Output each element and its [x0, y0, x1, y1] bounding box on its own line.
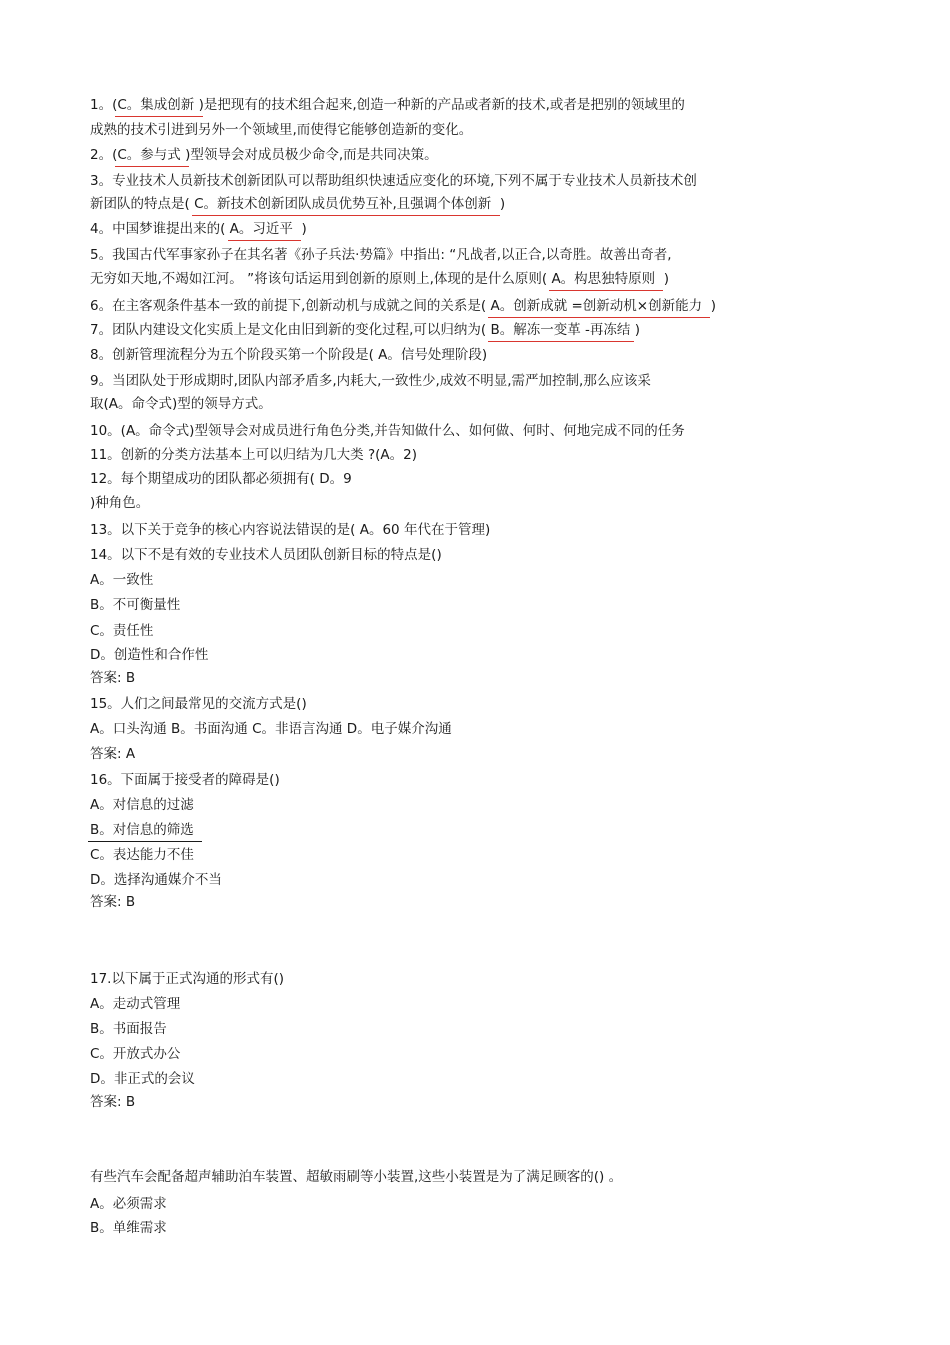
q17-option-d: D。非正式的会议 [90, 1071, 195, 1087]
q2-line: 2。(C。参与式 )型领导会对成员极少命令,而是共同决策。 [90, 147, 438, 163]
q16-option-a: A。对信息的过滤 [90, 797, 194, 813]
q1-answer: C。集成创新 [117, 97, 199, 113]
q15-options: A。口头沟通 B。书面沟通 C。非语言沟通 D。电子媒介沟通 [90, 721, 452, 737]
q15-question: 15。人们之间最常见的交流方式是() [90, 696, 307, 712]
q5-answer: A。构思独特原则 [551, 271, 660, 287]
q3-line2: 新团队的特点是( C。新技术创新团队成员优势互补,且强调个体创新 ) [90, 196, 506, 212]
q14-option-d: D。创造性和合作性 [90, 647, 209, 663]
q15-answer: 答案: A [90, 746, 136, 762]
q6-line: 6。在主客观条件基本一致的前提下,创新动机与成就之间的关系是( A。创新成就 =创新动机×创新能力 ) [90, 298, 716, 314]
q18-option-b: B。单维需求 [90, 1220, 167, 1236]
q16-option-d: D。选择沟通媒介不当 [90, 872, 222, 888]
q12-line1: 12。每个期望成功的团队都必须拥有( D。9 [90, 471, 352, 487]
q11-line: 11。创新的分类方法基本上可以归结为几大类 ?(A。2) [90, 447, 417, 463]
q9-line2: 取(A。命令式)型的领导方式。 [90, 396, 272, 412]
q8-line: 8。创新管理流程分为五个阶段买第一个阶段是( A。信号处理阶段) [90, 347, 488, 363]
q10-line: 10。(A。命令式)型领导会对成员进行角色分类,并告知做什么、如何做、何时、何地完成不同的任务 [90, 423, 685, 439]
q3-line1: 3。专业技术人员新技术创新团队可以帮助组织快速适应变化的环境,下列不属于专业技术人员新技术创 [90, 173, 697, 189]
q17-option-c: C。开放式办公 [90, 1046, 181, 1062]
q14-question: 14。以下不是有效的专业技术人员团队创新目标的特点是() [90, 547, 442, 563]
q17-answer: 答案: B [90, 1094, 136, 1110]
q14-option-b: B。不可衡量性 [90, 597, 181, 613]
q17-option-b: B。书面报告 [90, 1021, 167, 1037]
q2-answer: C。参与式 [117, 147, 186, 163]
q1-line1: 1。(C。集成创新 )是把现有的技术组合起来,创造一种新的产品或者新的技术,或者是把别的领域里的 [90, 97, 685, 113]
q4-answer: A。习近平 [229, 221, 298, 237]
q17-option-a: A。走动式管理 [90, 996, 181, 1012]
q16-option-b-underlined: B。对信息的筛选 [90, 822, 199, 838]
q9-line1: 9。当团队处于形成期时,团队内部矛盾多,内耗大,一致性少,成效不明显,需严加控制,那么应该采 [90, 373, 651, 389]
q16-question: 16。下面属于接受者的障碍是() [90, 772, 280, 788]
q13-line: 13。以下关于竞争的核心内容说法错误的是( A。60 年代在于管理) [90, 522, 491, 538]
q14-option-a: A。一致性 [90, 572, 154, 588]
q17-question: 17.以下属于正式沟通的形式有() [90, 971, 285, 987]
q7-answer: B。解冻一变革 -再冻结 [490, 322, 631, 338]
q6-answer: A。创新成就 =创新动机×创新能力 [490, 298, 707, 314]
q5-line2: 无穷如天地,不竭如江河。 ”将该句话运用到创新的原则上,体现的是什么原则( A。构思独特原则 ) [90, 271, 670, 287]
q12-line2: )种角色。 [90, 495, 150, 511]
q16-answer: 答案: B [90, 894, 136, 910]
q14-answer: 答案: B [90, 670, 136, 686]
q7-line: 7。团队内建设文化实质上是文化由旧到新的变化过程,可以归纳为( B。解冻一变革 -再冻结 ) [90, 322, 640, 338]
q14-option-c: C。责任性 [90, 623, 154, 639]
q5-line1: 5。我国古代军事家孙子在其名著《孙子兵法·势篇》中指出: “凡战者,以正合,以奇胜。故善出奇者, [90, 247, 672, 263]
q1-line2: 成熟的技术引进到另外一个领域里,而使得它能够创造新的变化。 [90, 122, 473, 138]
q16-option-c: C。表达能力不佳 [90, 847, 194, 863]
q16-option-b [90, 821, 198, 839]
q3-answer: C。新技术创新团队成员优势互补,且强调个体创新 [194, 196, 496, 212]
q18-option-a: A。必须需求 [90, 1196, 167, 1212]
q4-line: 4。中国梦谁提出来的( A。习近平 ) [90, 221, 307, 237]
q18-question: 有些汽车会配备超声辅助泊车装置、超敏雨刷等小装置,这些小装置是为了满足顾客的() 。 [90, 1169, 623, 1185]
